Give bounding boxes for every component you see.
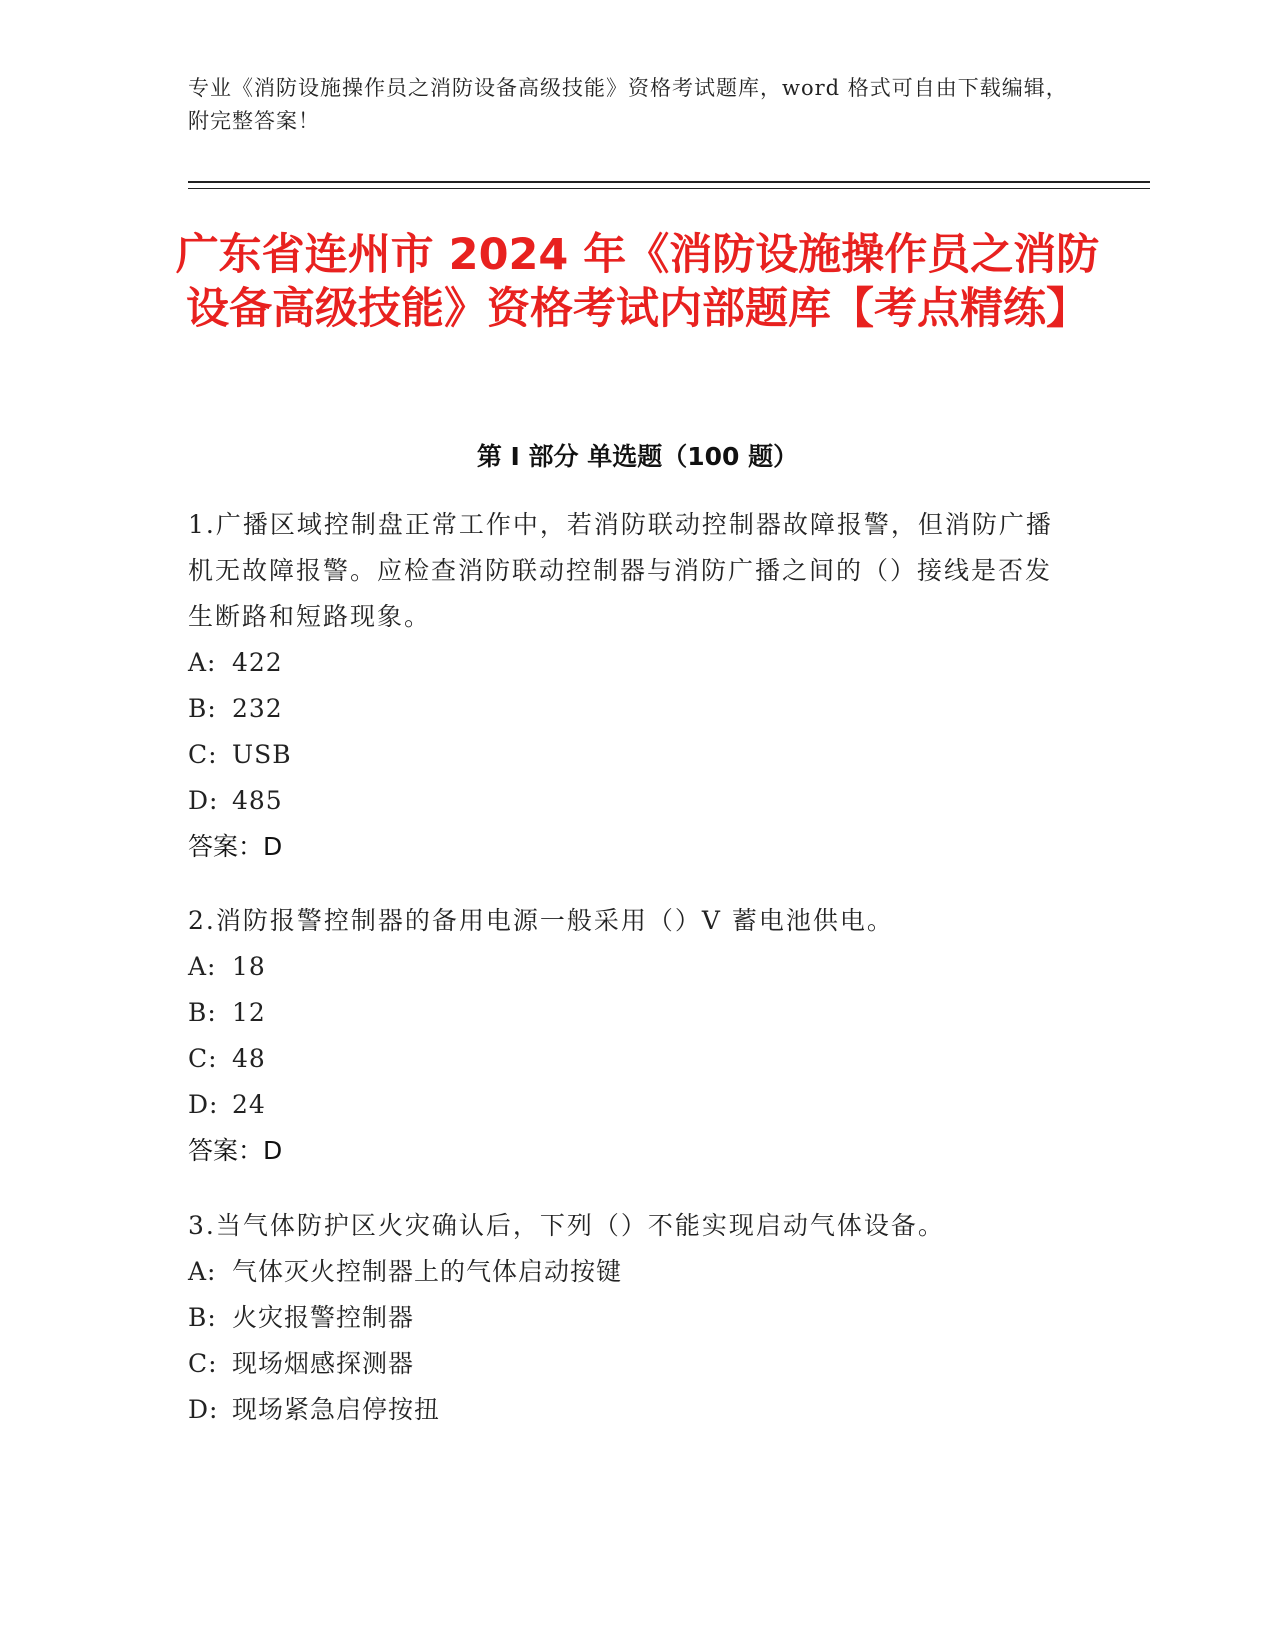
option-text: 24: [232, 1090, 266, 1119]
option-label: C:: [188, 1044, 218, 1073]
option-d: [188, 778, 1068, 824]
document-title: 广东省连州市 2024 年《消防设施操作员之消防设备高级技能》资格考试内部题库【考点精练】: [175, 230, 1100, 334]
option-c: [188, 1341, 1068, 1387]
option-text: 48: [232, 1044, 266, 1073]
header-rule-thick: [188, 181, 1150, 183]
option-b: [188, 686, 1068, 732]
question-3: [188, 1203, 1068, 1433]
answer: 答案：D: [188, 832, 283, 861]
option-text: 18: [232, 952, 266, 981]
option-text: 422: [232, 648, 283, 677]
option-label: B:: [188, 694, 217, 723]
option-label: A:: [188, 1257, 217, 1286]
option-c: [188, 732, 1068, 778]
option-d: [188, 1082, 1068, 1128]
option-text: 现场烟感探测器: [232, 1349, 415, 1378]
option-text: 火灾报警控制器: [232, 1303, 415, 1332]
option-text: 232: [232, 694, 283, 723]
option-text: 气体灭火控制器上的气体启动按键: [232, 1257, 623, 1286]
header-note: 专业《消防设施操作员之消防设备高级技能》资格考试题库，word 格式可自由下载编辑，附完整答案！: [188, 76, 1068, 133]
option-d: [188, 1387, 1068, 1433]
question-2: [188, 898, 1068, 1174]
option-b: [188, 990, 1068, 1036]
header-rule-thin: [188, 188, 1150, 189]
question-1: [188, 502, 1068, 870]
option-label: D:: [188, 786, 219, 815]
option-a: [188, 944, 1068, 990]
option-text: 12: [232, 998, 266, 1027]
option-label: C:: [188, 1349, 218, 1378]
option-c: [188, 1036, 1068, 1082]
option-text: 现场紧急启停按扭: [232, 1395, 441, 1424]
question-stem: 3.当气体防护区火灾确认后，下列（）不能实现启动气体设备。: [188, 1211, 945, 1240]
option-a: [188, 640, 1068, 686]
option-label: A:: [188, 648, 217, 677]
option-text: 485: [232, 786, 283, 815]
question-stem: 1.广播区域控制盘正常工作中，若消防联动控制器故障报警，但消防广播机无故障报警。应检查消防联动控制器与消防广播之间的（）接线是否发生断路和短路现象。: [188, 510, 1053, 631]
option-label: C:: [188, 740, 218, 769]
option-label: A:: [188, 952, 217, 981]
option-label: B:: [188, 1303, 217, 1332]
option-label: D:: [188, 1395, 219, 1424]
option-b: [188, 1295, 1068, 1341]
option-label: D:: [188, 1090, 219, 1119]
question-stem: 2.消防报警控制器的备用电源一般采用（）V 蓄电池供电。: [188, 906, 894, 935]
answer: 答案：D: [188, 1136, 283, 1165]
section-heading: 第 I 部分 单选题（100 题）: [476, 442, 799, 471]
option-text: USB: [232, 740, 292, 769]
option-a: [188, 1249, 1068, 1295]
option-label: B:: [188, 998, 217, 1027]
